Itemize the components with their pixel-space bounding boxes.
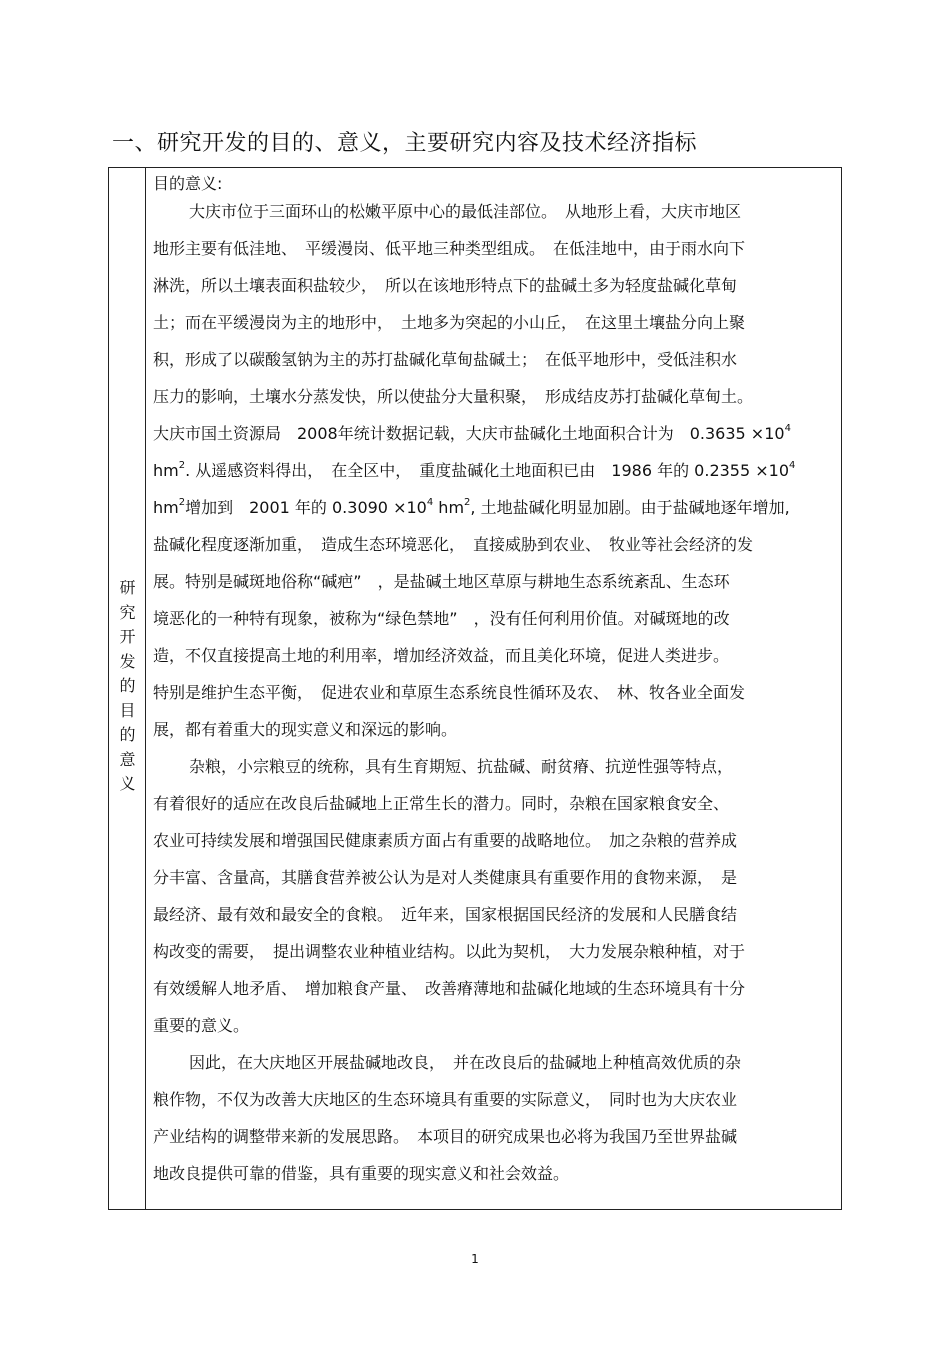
side-label-char: 意 (119, 749, 136, 769)
content-cell (153, 172, 839, 1197)
paragraph-line: 地改良提供可靠的借鉴，具有重要的现实意义和社会效益。 (153, 1164, 570, 1183)
side-label-char: 研 (119, 578, 136, 597)
side-label-char: 发 (119, 651, 136, 671)
paragraph-line: 积，形成了以碳酸氢钠为主的苏打盐碱化草甸盐碱土； 在低平地形中，受低洼积水 (153, 350, 738, 369)
paragraph-line: 土；而在平缓漫岗为主的地形中， 土地多为突起的小山丘， 在这里土壤盐分向上聚 (153, 313, 746, 332)
statistics-line: $hm^2$. 从遥感资料得出， 在全区中， 重度盐碱化土地面积已由 1986 年的 $0.2355 \times 10^4$ (153, 460, 796, 480)
paragraph-line: 农业可持续发展和增强国民健康素质方面占有重要的战略地位。 加之杂粮的营养成 (153, 831, 738, 850)
paragraph-line: 展，都有着重大的现实意义和深远的影响。 (153, 720, 458, 739)
paragraph-line: 粮作物，不仅为改善大庆地区的生态环境具有重要的实际意义， 同时也为大庆农业 (153, 1090, 738, 1109)
paragraph-line: 分丰富、含量高，其膳食营养被公认为是对人类健康具有重要作用的食物来源， 是 (153, 868, 738, 887)
content-table (108, 167, 842, 1210)
paragraph-line: 因此，在大庆地区开展盐碱地改良， 并在改良后的盐碱地上种植高效优质的杂 (189, 1053, 742, 1072)
page-number: 1 (471, 1252, 479, 1266)
paragraph-line: 特别是维护生态平衡， 促进农业和草原生态系统良性循环及农、 林、牧各业全面发 (153, 683, 746, 702)
content-title: 目的意义: (153, 174, 223, 193)
paragraph-line: 境恶化的一种特有现象，被称为“绿色禁地” ，没有任何利用价值。对碱斑地的改 (153, 609, 730, 628)
paragraph-line: 盐碱化程度逐渐加重， 造成生态环境恶化， 直接威胁到农业、 牧业等社会经济的发 (153, 535, 754, 554)
paragraph-line: 展。特别是碱斑地俗称“碱疤” ，是盐碱土地区草原与耕地生态系统紊乱、生态环 (153, 572, 730, 591)
section-heading: 一、研究开发的目的、意义，主要研究内容及技术经济指标 (112, 131, 698, 156)
side-label-char: 的 (119, 725, 136, 744)
paragraph-line: 最经济、最有效和最安全的食粮。 近年来，国家根据国民经济的发展和人民膳食结 (153, 905, 738, 924)
side-label (109, 576, 146, 797)
paragraph-line: 有着很好的适应在改良后盐碱地上正常生长的潜力。同时，杂粮在国家粮食安全、 (153, 794, 730, 813)
paragraph-line: 杂粮，小宗粮豆的统称，具有生育期短、抗盐碱、耐贫瘠、抗逆性强等特点， (189, 757, 734, 776)
paragraph-line: 重要的意义。 (153, 1016, 250, 1035)
side-label-char: 义 (119, 774, 136, 793)
side-label-cell (109, 168, 146, 1209)
paragraph-line: 产业结构的调整带来新的发展思路。 本项目的研究成果也必将为我国乃至世界盐碱 (153, 1127, 738, 1146)
statistics-line: 大庆市国土资源局 2008年统计数据记载，大庆市盐碱化土地面积合计为 $0.3635 \times 10^4$ (153, 423, 791, 443)
paragraph-line: 大庆市位于三面环山的松嫩平原中心的最低洼部位。 从地形上看，大庆市地区 (189, 202, 742, 221)
side-label-char: 目 (119, 700, 136, 720)
paragraph-line: 淋洗，所以土壤表面积盐较少， 所以在该地形特点下的盐碱土多为轻度盐碱化草甸 (153, 276, 738, 295)
paragraph-line: 地形主要有低洼地、 平缓漫岗、低平地三种类型组成。 在低洼地中，由于雨水向下 (153, 239, 746, 258)
paragraph-line: 造，不仅直接提高土地的利用率，增加经济效益，而且美化环境，促进人类进步。 (153, 646, 730, 665)
side-label-char: 开 (119, 627, 136, 646)
paragraph-line: 压力的影响，土壤水分蒸发快，所以使盐分大量积聚， 形成结皮苏打盐碱化草甸土。 (153, 387, 754, 406)
side-label-char: 的 (119, 676, 136, 695)
side-label-char: 究 (119, 602, 136, 622)
paragraph-line: 有效缓解人地矛盾、 增加粮食产量、 改善瘠薄地和盐碱化地域的生态环境具有十分 (153, 979, 746, 998)
paragraph-line: 构改变的需要， 提出调整农业种植业结构。以此为契机， 大力发展杂粮种植，对于 (153, 942, 746, 961)
statistics-line: $hm^2$增加到 2001 年的 $0.3090 \times 10^4$ $hm^2$, 土地盐碱化明显加剧。由于盐碱地逐年增加, (153, 497, 790, 517)
